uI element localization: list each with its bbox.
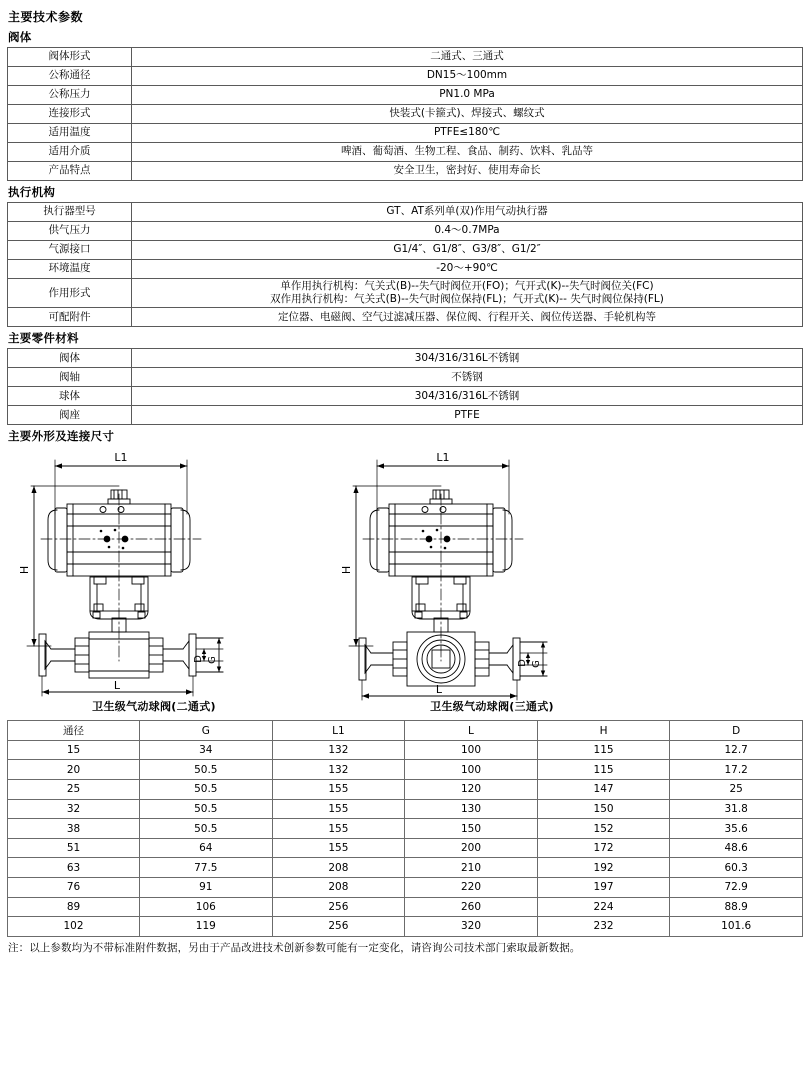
- table-cell: 12.7: [670, 740, 803, 760]
- table-row: [8, 124, 803, 143]
- table-row: [8, 86, 803, 105]
- dim-label-l1: L1: [436, 451, 450, 465]
- figure-two-way-valve: [11, 446, 341, 716]
- table-cell: 155: [272, 838, 405, 858]
- table-row: [8, 143, 803, 162]
- table-cell: 256: [272, 897, 405, 917]
- row-label: 公称压力: [8, 86, 132, 105]
- row-value: DN15～100mm: [132, 67, 803, 86]
- table-cell: 147: [537, 780, 670, 800]
- dimension-table: [7, 720, 803, 937]
- table-cell: 63: [8, 858, 140, 878]
- table-cell: 115: [537, 740, 670, 760]
- table-row: [8, 838, 803, 858]
- table-cell: 200: [405, 838, 538, 858]
- row-value: 304/316/316L不锈钢: [132, 387, 803, 406]
- section-heading-actuator: 执行机构: [8, 185, 56, 199]
- table-cell: 88.9: [670, 897, 803, 917]
- table-row: [8, 387, 803, 406]
- section-heading-dimensions: 主要外形及连接尺寸: [8, 429, 115, 444]
- dim-label-d: D: [517, 659, 528, 668]
- footnote: 注：以上参数均为不带标准附件数据，另由于产品改进技术创新参数可能有一定变化，请咨询公司技术部门索取最新数据。: [8, 941, 581, 954]
- two-way-valve-drawing: [11, 446, 341, 716]
- table-cell: 132: [272, 740, 405, 760]
- table-cell: 50.5: [140, 760, 273, 780]
- table-cell: 100: [405, 740, 538, 760]
- row-value: PTFE≤180℃: [132, 124, 803, 143]
- dim-label-l1: L1: [114, 451, 128, 465]
- table-cell: 64: [140, 838, 273, 858]
- column-header: G: [140, 721, 273, 741]
- table-cell: 155: [272, 819, 405, 839]
- table-cell: 208: [272, 858, 405, 878]
- table-row: [8, 878, 803, 898]
- table-cell: 130: [405, 799, 538, 819]
- table-header-row: [8, 721, 803, 741]
- table-cell: 76: [8, 878, 140, 898]
- table-row: [8, 799, 803, 819]
- table-cell: 20: [8, 760, 140, 780]
- row-label: 公称通径: [8, 67, 132, 86]
- table-cell: 172: [537, 838, 670, 858]
- table-cell: 152: [537, 819, 670, 839]
- drawings-area: [7, 446, 803, 716]
- row-value: 不锈钢: [132, 368, 803, 387]
- row-label: 阀轴: [8, 368, 132, 387]
- row-value: PN1.0 MPa: [132, 86, 803, 105]
- row-label: 供气压力: [8, 222, 132, 241]
- table-cell: 50.5: [140, 819, 273, 839]
- table-cell: 101.6: [670, 917, 803, 937]
- table-row: [8, 162, 803, 181]
- table-row: [8, 241, 803, 260]
- table-cell: 256: [272, 917, 405, 937]
- column-header: H: [537, 721, 670, 741]
- table-cell: 132: [272, 760, 405, 780]
- table-row: [8, 368, 803, 387]
- row-label: 作用形式: [8, 279, 132, 308]
- dim-label-d: D: [193, 655, 204, 664]
- column-header: D: [670, 721, 803, 741]
- table-cell: 150: [405, 819, 538, 839]
- table-cell: 60.3: [670, 858, 803, 878]
- dim-label-l: L: [113, 679, 121, 693]
- column-header: 通径: [8, 721, 140, 741]
- row-label: 阀体: [8, 349, 132, 368]
- table-row: [8, 819, 803, 839]
- table-cell: 119: [140, 917, 273, 937]
- table-cell: 192: [537, 858, 670, 878]
- table-cell: 32: [8, 799, 140, 819]
- table-row: [8, 780, 803, 800]
- row-label: 球体: [8, 387, 132, 406]
- action-type-line-1: 单作用执行机构：气关式(B)--失气时阀位开(FO)；气开式(K)--失气时阀位关(FC): [280, 280, 654, 292]
- table-cell: 77.5: [140, 858, 273, 878]
- table-cell: 155: [272, 799, 405, 819]
- row-label: 执行器型号: [8, 203, 132, 222]
- table-row: [8, 917, 803, 937]
- table-cell: 320: [405, 917, 538, 937]
- table-row-action-type: [8, 279, 803, 308]
- row-label: 阀体形式: [8, 48, 132, 67]
- table-cell: 115: [537, 760, 670, 780]
- column-header: L1: [272, 721, 405, 741]
- materials-table: [7, 348, 803, 425]
- dim-label-h: H: [18, 566, 31, 575]
- action-type-line-2: 双作用执行机构：气关式(B)--失气时阀位保持(FL)；气开式(K)-- 失气时阀位保持(FL): [270, 293, 664, 306]
- row-label: 连接形式: [8, 105, 132, 124]
- table-cell: 210: [405, 858, 538, 878]
- table-cell: 89: [8, 897, 140, 917]
- row-value: G1/4″、G1/8″、G3/8″、G1/2″: [132, 241, 803, 260]
- row-value: 定位器、电磁阀、空气过滤减压器、保位阀、行程开关、阀位传送器、手轮机构等: [132, 308, 803, 327]
- table-row: [8, 203, 803, 222]
- table-cell: 120: [405, 780, 538, 800]
- dim-label-h: H: [340, 566, 353, 575]
- table-row: [8, 308, 803, 327]
- table-row: [8, 858, 803, 878]
- row-label: 可配附件: [8, 308, 132, 327]
- row-value: 0.4～0.7MPa: [132, 222, 803, 241]
- row-value: [132, 279, 803, 308]
- table-cell: 106: [140, 897, 273, 917]
- row-label: 适用温度: [8, 124, 132, 143]
- table-cell: 50.5: [140, 799, 273, 819]
- table-cell: 51: [8, 838, 140, 858]
- table-cell: 208: [272, 878, 405, 898]
- row-value: -20～+90℃: [132, 260, 803, 279]
- table-cell: 31.8: [670, 799, 803, 819]
- actuator-table: [7, 202, 803, 327]
- table-cell: 15: [8, 740, 140, 760]
- table-cell: 102: [8, 917, 140, 937]
- row-value: GT、AT系列单(双)作用气动执行器: [132, 203, 803, 222]
- table-cell: 72.9: [670, 878, 803, 898]
- valve-body-table: [7, 47, 803, 181]
- row-value: 304/316/316L不锈钢: [132, 349, 803, 368]
- table-cell: 150: [537, 799, 670, 819]
- figure-caption: 卫生级气动球阀(三通式): [430, 700, 554, 714]
- row-value: 二通式、三通式: [132, 48, 803, 67]
- table-row: [8, 406, 803, 425]
- table-cell: 220: [405, 878, 538, 898]
- table-cell: 35.6: [670, 819, 803, 839]
- dim-label-g: G: [531, 660, 542, 669]
- table-row: [8, 897, 803, 917]
- row-label: 适用介质: [8, 143, 132, 162]
- figure-caption: 卫生级气动球阀(二通式): [92, 700, 216, 714]
- table-row: [8, 349, 803, 368]
- table-cell: 17.2: [670, 760, 803, 780]
- table-cell: 48.6: [670, 838, 803, 858]
- table-cell: 50.5: [140, 780, 273, 800]
- dimension-table-body: [8, 740, 803, 936]
- table-row: [8, 222, 803, 241]
- three-way-valve-drawing: [333, 446, 663, 716]
- row-label: 阀座: [8, 406, 132, 425]
- row-label: 气源接口: [8, 241, 132, 260]
- row-value: 安全卫生，密封好、使用寿命长: [132, 162, 803, 181]
- row-label: 环境温度: [8, 260, 132, 279]
- table-cell: 155: [272, 780, 405, 800]
- table-cell: 25: [670, 780, 803, 800]
- table-cell: 197: [537, 878, 670, 898]
- table-cell: 232: [537, 917, 670, 937]
- dim-label-g: G: [207, 656, 218, 665]
- section-heading-valve-body: 阀体: [8, 30, 32, 44]
- table-cell: 260: [405, 897, 538, 917]
- table-row: [8, 67, 803, 86]
- table-cell: 224: [537, 897, 670, 917]
- table-row: [8, 48, 803, 67]
- row-label: 产品特点: [8, 162, 132, 181]
- column-header: L: [405, 721, 538, 741]
- table-cell: 38: [8, 819, 140, 839]
- table-cell: 91: [140, 878, 273, 898]
- page-title: 主要技术参数: [8, 10, 84, 24]
- table-cell: 25: [8, 780, 140, 800]
- table-row: [8, 105, 803, 124]
- section-heading-materials: 主要零件材料: [8, 331, 79, 346]
- table-row: [8, 760, 803, 780]
- figure-three-way-valve: [333, 446, 663, 716]
- row-value: 啤酒、葡萄酒、生物工程、食品、制药、饮料、乳品等: [132, 143, 803, 162]
- table-row: [8, 740, 803, 760]
- row-value: PTFE: [132, 406, 803, 425]
- row-value: 快装式(卡箍式)、焊接式、螺纹式: [132, 105, 803, 124]
- dim-label-l: L: [435, 683, 443, 697]
- table-row: [8, 260, 803, 279]
- table-cell: 34: [140, 740, 273, 760]
- table-cell: 100: [405, 760, 538, 780]
